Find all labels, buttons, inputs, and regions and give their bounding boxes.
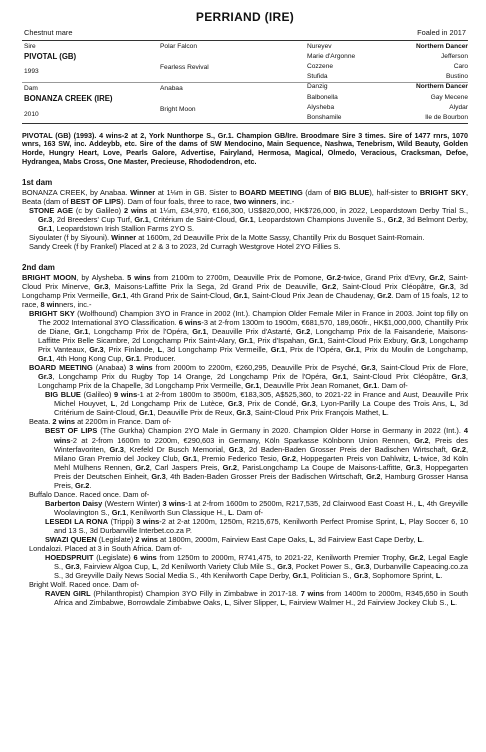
entry-text: (Wolfhound) Champion 3YO in France in 2002 (Int.). Champion Older Female Miler in France in 2003. Joint top filly on The 2002 International 3YO Classification. 6 wins-3 at 2-from 1300m to 1900m, €681,570, 189,060fr., HK$1,000,000, Chantilly Prix de Diane, Gr.1, Longchamp Prix de l'Opéra, Gr.1, Deauville Prix d'Astarté, Gr.2, Longchamp Prix de la Faisanderie, Maisons-Laffitte Prix Belle Sicambre, 2d Longchamp Prix Saint-Alary, Gr.1, Prix d'Ispahan, Gr.1, Saint-Cloud Prix Exbury, Gr.3, Longchamp Prix Vanteaux, Gr.3, Prix Finlande, L, 3d Longchamp Prix Vermeille, Gr.1, Prix de l'Opéra, Gr.1, Prix du Moulin de Longchamp, Gr.1, 4th Hong Kong Cup, Gr.1. Producer. [38, 309, 469, 364]
entry-text: Beata. 2 wins at 2200m in France. Dam of- [29, 417, 172, 427]
family-entry [22, 490, 468, 499]
great-grandparent-sire: Caro [453, 63, 468, 71]
great-grandparent: Bonshamile [307, 114, 342, 122]
horse-name: BIG BLUE [45, 390, 81, 400]
family-entry [22, 363, 468, 390]
pedigree-table [22, 40, 468, 124]
great-grandparent: Stufida [307, 73, 328, 81]
entry-text: (Philanthropist) Champion 3YO Filly in Zimbabwe in 2017-18. 7 wins from 1400m to 2000m, R345,650 in South Africa and Zimbabwe, Borrowdale Zimbabwe Oaks, L, Silver Slipper, L, Fairview Walmer H., 2d Fairview Jockey Club S., L. [54, 589, 469, 608]
great-grandparent-sire: Northern Dancer [415, 42, 468, 50]
great-grandparent-row [307, 73, 468, 81]
horse-name: HOEDSPRUIT [45, 552, 94, 562]
great-grandparent-sire: Northern Dancer [415, 83, 468, 91]
family-entry [22, 544, 468, 553]
horse-name: BOARD MEETING [29, 363, 93, 373]
family-entry [22, 417, 468, 426]
first-dam-heading: 1st dam [22, 178, 53, 188]
dam-name: BONANZA CREEK (IRE) [24, 93, 113, 103]
family-entry [22, 390, 468, 417]
dam-year: 2010 [24, 110, 39, 118]
entry-text: (c by Galileo) 2 wins at 1¼m, £34,970, €166,300, US$820,000, HK$726,000, in 2022, Leopardstown Derby Trial S., Gr.3, 2d Breeders' Cup Turf, Gr.1, Critérium de Saint-Cloud, Gr.1, Leopardstown Champions Juvenile S., Gr.2, 3d Belmont Derby, Gr.1, Leopardstown Irish Stallion Farms 2YO S. [38, 206, 469, 234]
horse-name: BEST OF LIPS [45, 426, 98, 436]
entry-text: (Legislate) 2 wins at 1800m, 2000m, Fairview East Cape Oaks, L, 3d Fairview East Cape Derby, L. [96, 534, 425, 544]
dam-label: Dam [24, 84, 38, 92]
family-entry [22, 426, 468, 489]
great-grandparent-row [307, 83, 468, 91]
pedigree-page [22, 6, 468, 607]
horse-title: PERRIAND (IRE) [195, 10, 295, 24]
first-dam-section [22, 188, 468, 251]
family-entry [22, 273, 468, 309]
entry-text: (Galileo) 9 wins-1 at 2-from 1800m to 3500m, €183,305, A$525,360, to 2021-22 in France and Aust, Deauville Prix Michel Houyvet, L, 2d Longchamp Prix de Lutèce, Gr.3, Prix de Condé, Gr.3, Lyon-Parilly La Coupe des Trois Ans, L, 3d Critérium de Saint-Cloud, Gr.1, Deauville Prix de Reux, Gr.3, Saint-Cloud Prix Prix François Mathet, L. [54, 390, 469, 418]
second-dam-heading: 2nd dam [22, 263, 55, 273]
family-entry [22, 206, 468, 233]
family-entry [22, 499, 468, 517]
horse-name: RAVEN GIRL [45, 589, 91, 599]
entry-text: Sandy Creek (f by Frankel) Placed at 2 & 3 to 2023, 2d Curragh Westgrove Hotel 2YO Fillies S. [29, 242, 341, 252]
horse-name: Barberton Daisy [45, 498, 103, 508]
great-grandparent-row [307, 104, 468, 112]
family-entry [22, 517, 468, 535]
great-grandparent-sire: Jefferson [440, 52, 468, 60]
horse-name: BRIGHT SKY [29, 309, 75, 319]
sire-label: Sire [24, 42, 36, 50]
entry-text: Bright Wolf. Raced once. Dam of- [29, 580, 139, 589]
family-entry [22, 535, 468, 544]
great-grandparent: Marie d'Argonne [307, 52, 356, 60]
horse-name: LESEDI LA RONA [45, 516, 109, 526]
horse-name: BRIGHT MOON [22, 272, 77, 282]
entry-text: (Anabaa) 3 wins from 2000m to 2200m, €260,295, Deauville Prix de Psyché, Gr.3, Saint-Cloud Prix de Flore, Gr.3, Longchamp Prix du Rugby Top 14 Orange, 2d Longchamp Prix de l'Opéra, Gr.1, Saint-Cloud Prix Cléopâtre, Gr.3, Longchamp Prix de la Chapelle, 3d Longchamp Prix Vermeille, Gr.1, Deauville Prix Jean Romanet, Gr.1. Dam of- [38, 363, 468, 391]
subheader [22, 28, 468, 37]
family-entry [22, 309, 468, 363]
horse-name: STONE AGE [29, 206, 73, 216]
granddam-sire: Fearless Revival [160, 63, 209, 71]
sire-name: PIVOTAL (GB) [24, 51, 77, 61]
great-grandparent-row [307, 114, 468, 122]
family-entry [22, 553, 468, 580]
great-grandparent-row [307, 53, 468, 61]
sire-notes: PIVOTAL (GB) (1993). 4 wins-2 at 2, York Nunthorpe S., Gr.1. Champion GB/Ire. Broodmare Sire 3 times. Sire of 1477 rnrs, 1070 wnrs, 163 SW, inc. Addeybb, etc. Sire of the dams of SW Mendocino, Main Sequence, Nashwa, Tenebrism, Wild Beauty, Golden Horde, Hungry Heart, Love, Pearls Galore, Advertise, Fairyland, Hermosa, Magical, Olmedo, Veracious, Cracksman, Defoe, Hydrangea, Mabs Cross, One Master, Precieuse, Rhododendron, etc. [22, 130, 468, 166]
entry-text: (The Gurkha) Champion 2YO Male in Germany in 2020. Champion Older Horse in Germany in 2022 (Int.). 4 wins-2 at 2-from 1600m to 2200m, €290,603 in Germany, Köln Sparkasse Kölnbonn Union Rennen, Gr.2, Preis des Winterfavoriten, Gr.3, Krefeld Dr Busch Memorial, Gr.3, 2d Baden-Baden Grosser Preis der Badischen Wirtschaft, Gr.2, Milano Gran Premio del Jockey Club, Gr.1, Premio Federico Tesio, Gr.2, Hoppegarten Preis von Dahlwitz, L-twice, 3d Köln Mehl Mülhens Rennen, Gr.2, Carl Jaspers Preis, Gr.2, ParisLongchamp La Coupe de Maisons-Laffitte, Gr.3, Hoppegarten Preis der Deutschen Einheit, Gr.3, 4th Baden-Baden Grosser Preis der Badischen Wirtschaft, Gr.2, Hamburg Grosser Hansa Preis, Gr.2. [54, 426, 469, 490]
great-grandparent: Cozzene [307, 63, 334, 71]
horse-name: SWAZI QUEEN [45, 534, 97, 544]
family-entry [22, 589, 468, 607]
great-grandparent-row [307, 63, 468, 71]
entry-text: (Trippi) 3 wins-2 at 2-at 1200m, 1250m, R215,675, Kenilworth Perfect Promise Sprint, L, Play Soccer 6, 10 and 13 S., 3d Durbanville Interbet.co.za P. [54, 516, 469, 535]
entry-text: (Legislate) 6 wins from 1250m to 2000m, R741,475, to 2021-22, Kenilworth Premier Trophy, Gr.2, Legal Eagle S., Gr.3, Fairview Algoa Cup, L, 2d Kenilworth Variety Club Mile S., Gr.3, Pocket Power S., Gr.3, Durbanville Capeacing.co.za S., 3d Greyville Daily News Social Media S., 4th Kenilworth Cape Derby, Gr.1, Politician S., Gr.3, Sophomore Sprint, L. [54, 552, 468, 580]
sire-year: 1993 [24, 67, 39, 75]
family-entry [22, 233, 468, 242]
entry-text: Buffalo Dance. Raced once. Dam of- [29, 489, 150, 499]
great-grandparent-row [307, 43, 468, 51]
great-grandparent: Alysheba [307, 103, 335, 111]
great-grandparent-sire: Gay Mecene [430, 93, 468, 101]
entry-text: , by Alysheba. 5 wins from 2100m to 2700m, Deauville Prix de Pomone, Gr.2-twice, Grand Prix d'Evry, Gr.2, Saint-Cloud Prix Minerve, Gr.3, Maisons-Laffitte Prix la Sega, 2d Grand Prix de Deauville, Gr.2, Saint-Cloud Prix Cléopâtre, Gr.3, 3d Longchamp Prix Vermeille, Gr.1, 4th Grand Prix de Saint-Cloud, Gr.1, Saint-Cloud Prix Jean de Chaudenay, Gr.2. Dam of 15 foals, 12 to race, 8 winners, inc.- [22, 272, 469, 310]
grandsire-dam: Anabaa [160, 84, 183, 92]
granddam-dam: Bright Moon [160, 105, 196, 113]
great-grandparent-row [307, 94, 468, 102]
foaled-year: Foaled in 2017 [417, 27, 466, 37]
entry-text: BONANZA CREEK, by Anabaa. Winner at 1⅛m in GB. Sister to BOARD MEETING (dam of BIG BLUE), half-sister to BRIGHT SKY, Beata (dam of BEST OF LIPS). Dam of four foals, three to race, two winners, inc.- [22, 187, 469, 206]
great-grandparent: Nureyev [307, 42, 332, 50]
great-grandparent-sire: Alydar [449, 103, 468, 111]
colour-sex: Chestnut mare [24, 27, 73, 37]
great-grandparent-sire: Ile de Bourbon [425, 114, 468, 122]
entry-text: Londalozi. Placed at 3 in South Africa. Dam of- [29, 543, 182, 553]
family-entry [22, 242, 468, 251]
entry-text: Siyoulater (f by Siyouni). Winner at 1600m, 2d Deauville Prix de la Motte Sassy, Chantilly Prix du Bosquet Saint-Romain. [29, 233, 425, 243]
family-entry [22, 188, 468, 206]
great-grandparent: Balbonella [307, 93, 338, 101]
family-entry [22, 580, 468, 589]
grandsire-sire: Polar Falcon [160, 42, 198, 50]
great-grandparent-sire: Bustino [446, 73, 468, 81]
entry-text: (Western Winter) 3 wins-1 at 2-from 1600m to 2500m, R217,535, 2d Clairwood East Coast H., L, 4th Greyville Woolavington S., Gr.1, Kenilworth Sun Classique H., L. Dam of- [54, 498, 468, 517]
second-dam-section [22, 273, 468, 607]
great-grandparent: Danzig [307, 83, 328, 91]
